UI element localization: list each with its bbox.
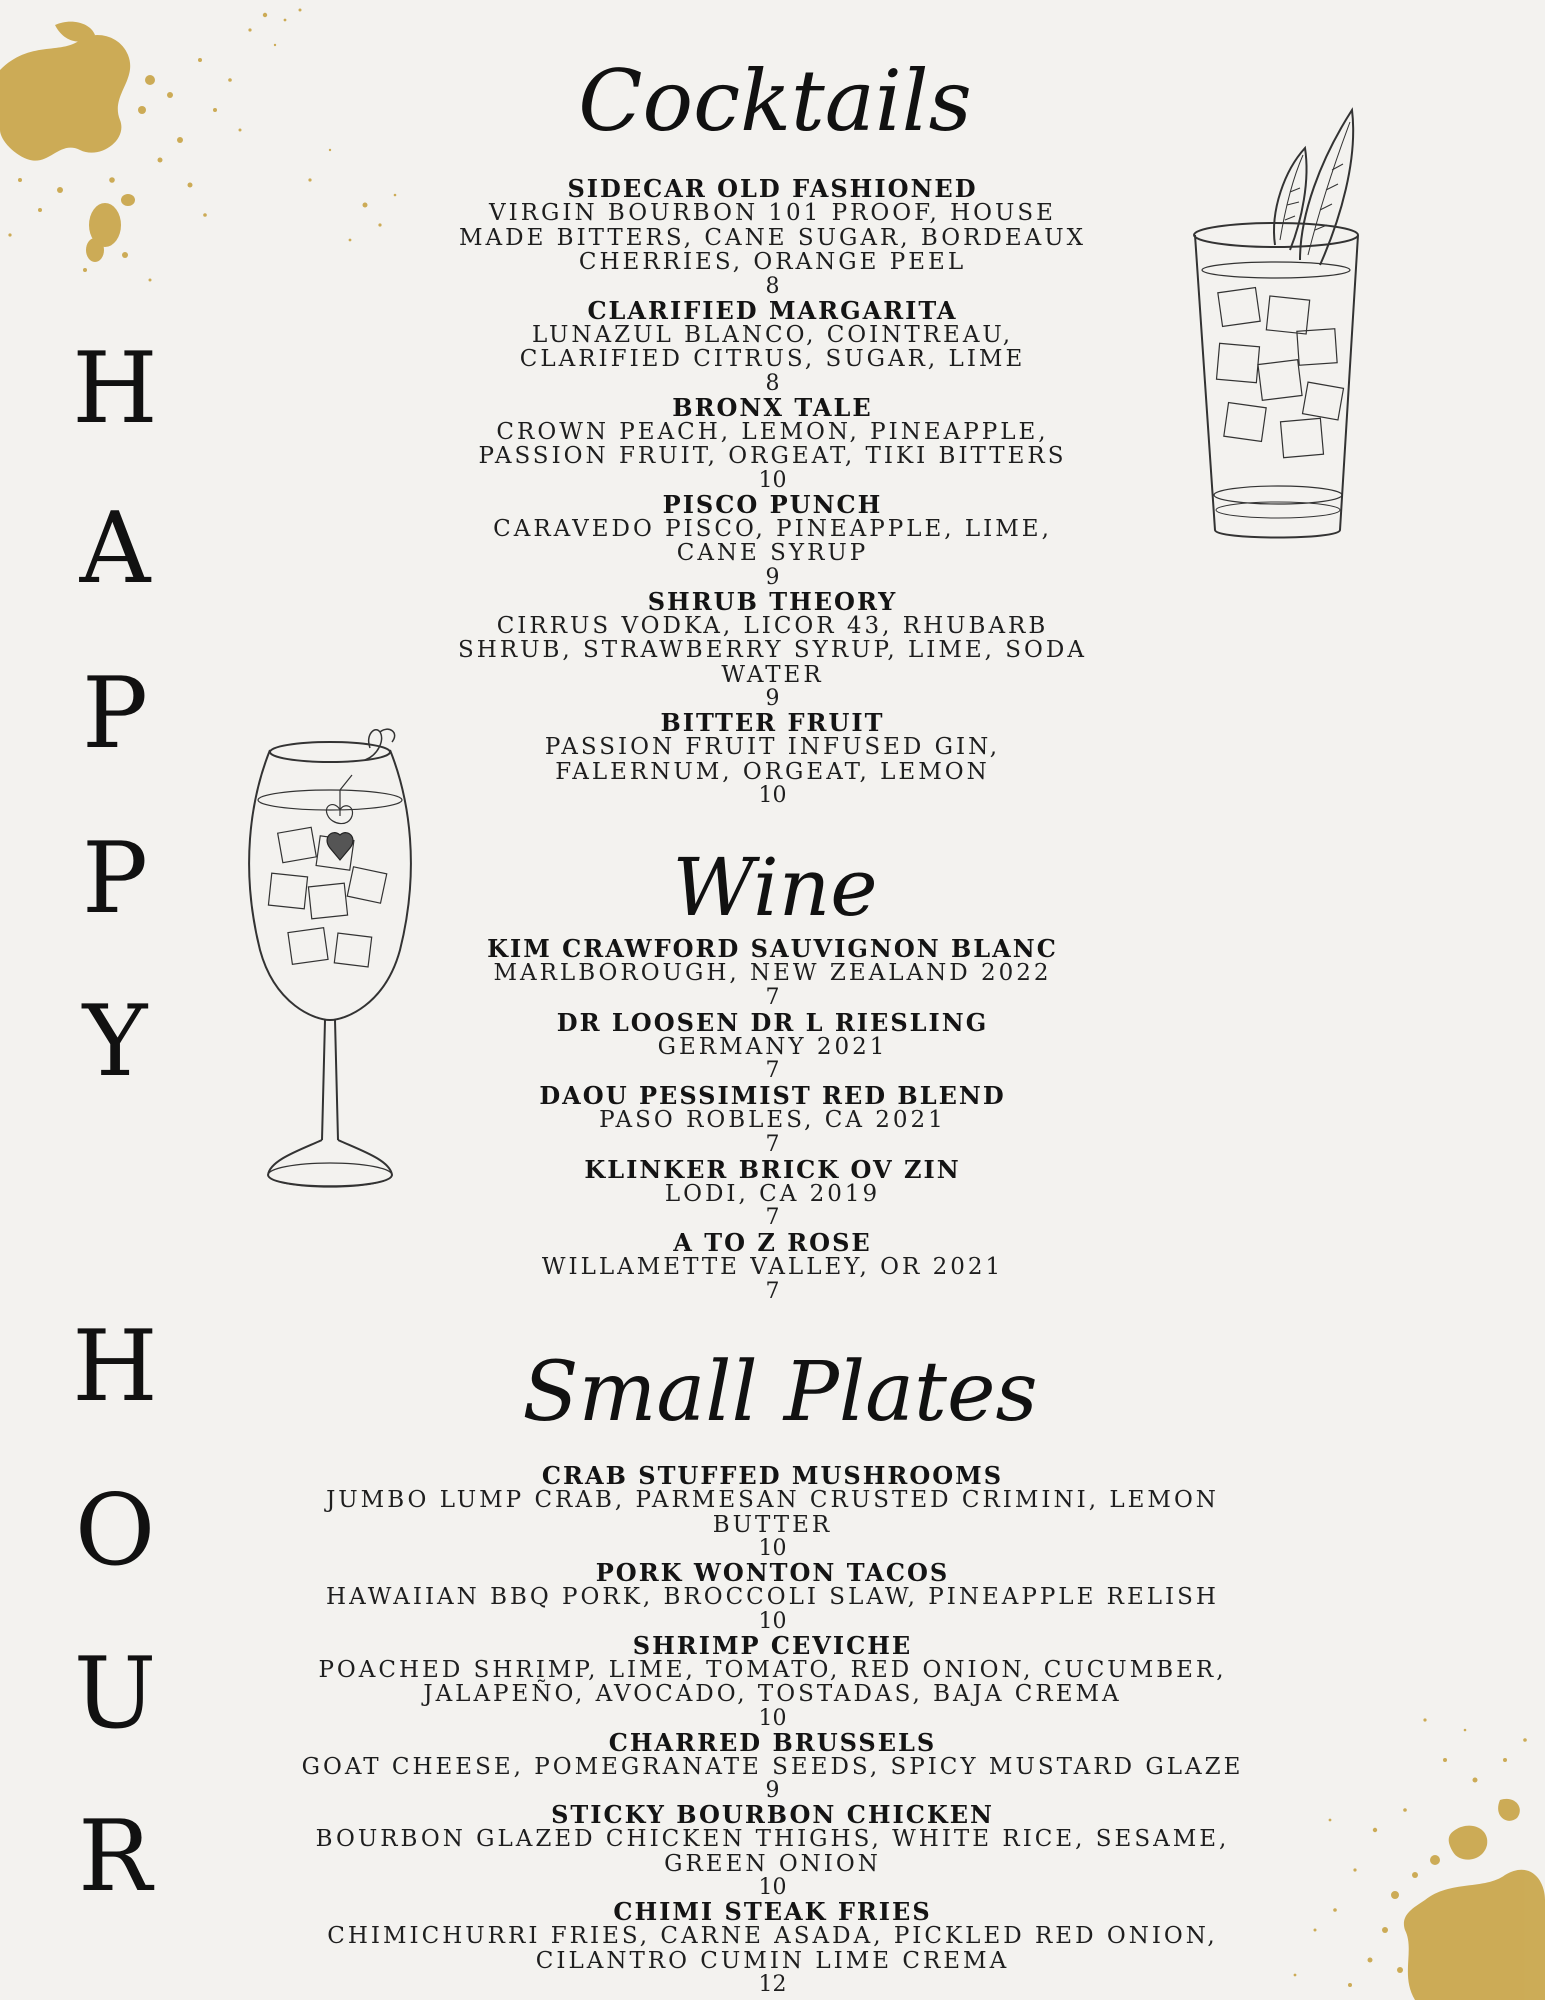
item-price: 9	[765, 1778, 780, 1803]
title-letter: H	[72, 332, 158, 446]
item-name: DR LOOSEN DR L RIESLING	[556, 1007, 989, 1037]
item-price: 9	[765, 564, 780, 590]
item-name: SHRIMP CEVICHE	[632, 1630, 913, 1660]
item-description: PASSION FRUIT INFUSED GIN, FALERNUM, ORGEAT, LEMON	[544, 734, 1001, 785]
item-name: A TO Z ROSE	[673, 1228, 872, 1257]
item-name: SHRUB THEORY	[647, 586, 898, 616]
cocktails-heading	[560, 30, 990, 180]
item-description: LUNAZUL BLANCO, COINTREAU, CLARIFIED CITRUS, SUGAR, LIME	[519, 321, 1026, 372]
item-price: 7	[765, 984, 780, 1010]
menu-item	[250, 1228, 1295, 1304]
menu-item	[250, 1727, 1295, 1804]
item-price: 10	[758, 783, 787, 808]
title-letter: U	[73, 1637, 157, 1751]
item-description: PASO ROBLES, CA 2021	[599, 1107, 946, 1133]
item-price: 10	[758, 1875, 787, 1900]
item-description: POACHED SHRIMP, LIME, TOMATO, RED ONION, CUCUMBER, JALAPEÑO, AVOCADO, TOSTADAS, BAJA CREMA	[318, 1656, 1227, 1707]
item-description: GOAT CHEESE, POMEGRANATE SEEDS, SPICY MUSTARD GLAZE	[301, 1753, 1244, 1780]
item-price: 7	[765, 1058, 780, 1083]
wine-heading-text: Wine	[672, 841, 878, 934]
item-name: SIDECAR OLD FASHIONED	[567, 174, 978, 203]
wine-list	[250, 934, 1295, 1304]
small-plates-heading-text: Small Plates	[522, 1345, 1038, 1440]
item-price: 10	[758, 1608, 787, 1634]
item-name: STICKY BOURBON CHICKEN	[551, 1800, 994, 1829]
menu-item	[250, 1081, 1295, 1157]
item-description: CROWN PEACH, LEMON, PINEAPPLE, PASSION FRUIT, ORGEAT, TIKI BITTERS	[478, 418, 1067, 469]
item-description: HAWAIIAN BBQ PORK, BROCCOLI SLAW, PINEAPPLE RELISH	[326, 1584, 1219, 1610]
menu-item	[250, 174, 1295, 299]
item-name: CRAB STUFFED MUSHROOMS	[541, 1461, 1004, 1490]
menu-item	[250, 1154, 1295, 1231]
menu-item	[250, 934, 1295, 1010]
menu-item	[250, 1558, 1295, 1634]
item-description: CARAVEDO PISCO, PINEAPPLE, LIME, CANE SYRUP	[493, 515, 1052, 566]
title-letter: P	[82, 657, 148, 771]
vertical-happy-hour-title	[60, 0, 170, 2000]
item-name: CHARRED BRUSSELS	[608, 1727, 937, 1757]
item-price: 12	[758, 1972, 787, 1997]
item-price: 8	[765, 273, 780, 299]
cocktails-heading-text: Cocktails	[578, 52, 972, 150]
menu-item	[250, 1461, 1295, 1561]
menu-item	[250, 489, 1295, 590]
item-description: JUMBO LUMP CRAB, PARMESAN CRUSTED CRIMINI, LEMON BUTTER	[326, 1487, 1219, 1538]
wine-heading	[640, 835, 910, 945]
menu-item	[250, 1630, 1295, 1731]
item-name: KLINKER BRICK OV ZIN	[584, 1154, 961, 1184]
item-name: PISCO PUNCH	[662, 489, 883, 519]
title-letter: P	[82, 822, 148, 936]
menu-item	[250, 295, 1295, 396]
item-price: 7	[765, 1131, 780, 1157]
menu-item	[250, 392, 1295, 493]
item-description: VIRGIN BOURBON 101 PROOF, HOUSE MADE BITTERS, CANE SUGAR, BORDEAUX CHERRIES, ORANGE PEEL	[458, 200, 1087, 275]
item-description: WILLAMETTE VALLEY, OR 2021	[541, 1254, 1004, 1280]
title-letter: R	[78, 1800, 152, 1914]
menu-item	[250, 1800, 1295, 1900]
title-letter: O	[74, 1474, 156, 1588]
item-description: GERMANY 2021	[657, 1033, 888, 1060]
item-description: CIRRUS VODKA, LICOR 43, RHUBARB SHRUB, STRAWBERRY SYRUP, LIME, SODA WATER	[458, 612, 1087, 688]
item-price: 10	[758, 1705, 787, 1731]
item-description: MARLBOROUGH, NEW ZEALAND 2022	[493, 960, 1052, 986]
item-name: BRONX TALE	[672, 392, 873, 422]
small-plates-list	[250, 1461, 1295, 1997]
item-description: CHIMICHURRI FRIES, CARNE ASADA, PICKLED RED ONION, CILANTRO CUMIN LIME CREMA	[327, 1923, 1218, 1974]
item-price: 9	[765, 686, 780, 711]
menu-item	[250, 708, 1295, 808]
item-price: 10	[758, 467, 787, 493]
item-price: 7	[765, 1278, 780, 1304]
item-name: KIM CRAWFORD SAUVIGNON BLANC	[487, 934, 1058, 963]
item-price: 10	[758, 1536, 787, 1561]
menu-item	[250, 586, 1295, 712]
menu-item	[250, 1897, 1295, 1997]
item-name: CLARIFIED MARGARITA	[587, 295, 958, 325]
title-letter: Y	[82, 985, 148, 1099]
item-name: PORK WONTON TACOS	[595, 1558, 950, 1587]
menu-item	[250, 1007, 1295, 1084]
item-description: LODI, CA 2019	[664, 1180, 881, 1207]
item-name: CHIMI STEAK FRIES	[613, 1897, 932, 1926]
gold-splatter-bottom-right-icon	[1275, 1630, 1545, 2000]
title-letter: H	[72, 1310, 158, 1424]
title-letter: A	[79, 492, 151, 606]
small-plates-heading	[470, 1330, 1090, 1450]
item-description: BOURBON GLAZED CHICKEN THIGHS, WHITE RICE, SESAME, GREEN ONION	[315, 1826, 1230, 1877]
item-name: BITTER FRUIT	[660, 708, 885, 737]
item-name: DAOU PESSIMIST RED BLEND	[539, 1081, 1006, 1110]
item-price: 8	[765, 370, 780, 396]
item-price: 7	[765, 1205, 780, 1230]
cocktails-list	[250, 174, 1295, 808]
